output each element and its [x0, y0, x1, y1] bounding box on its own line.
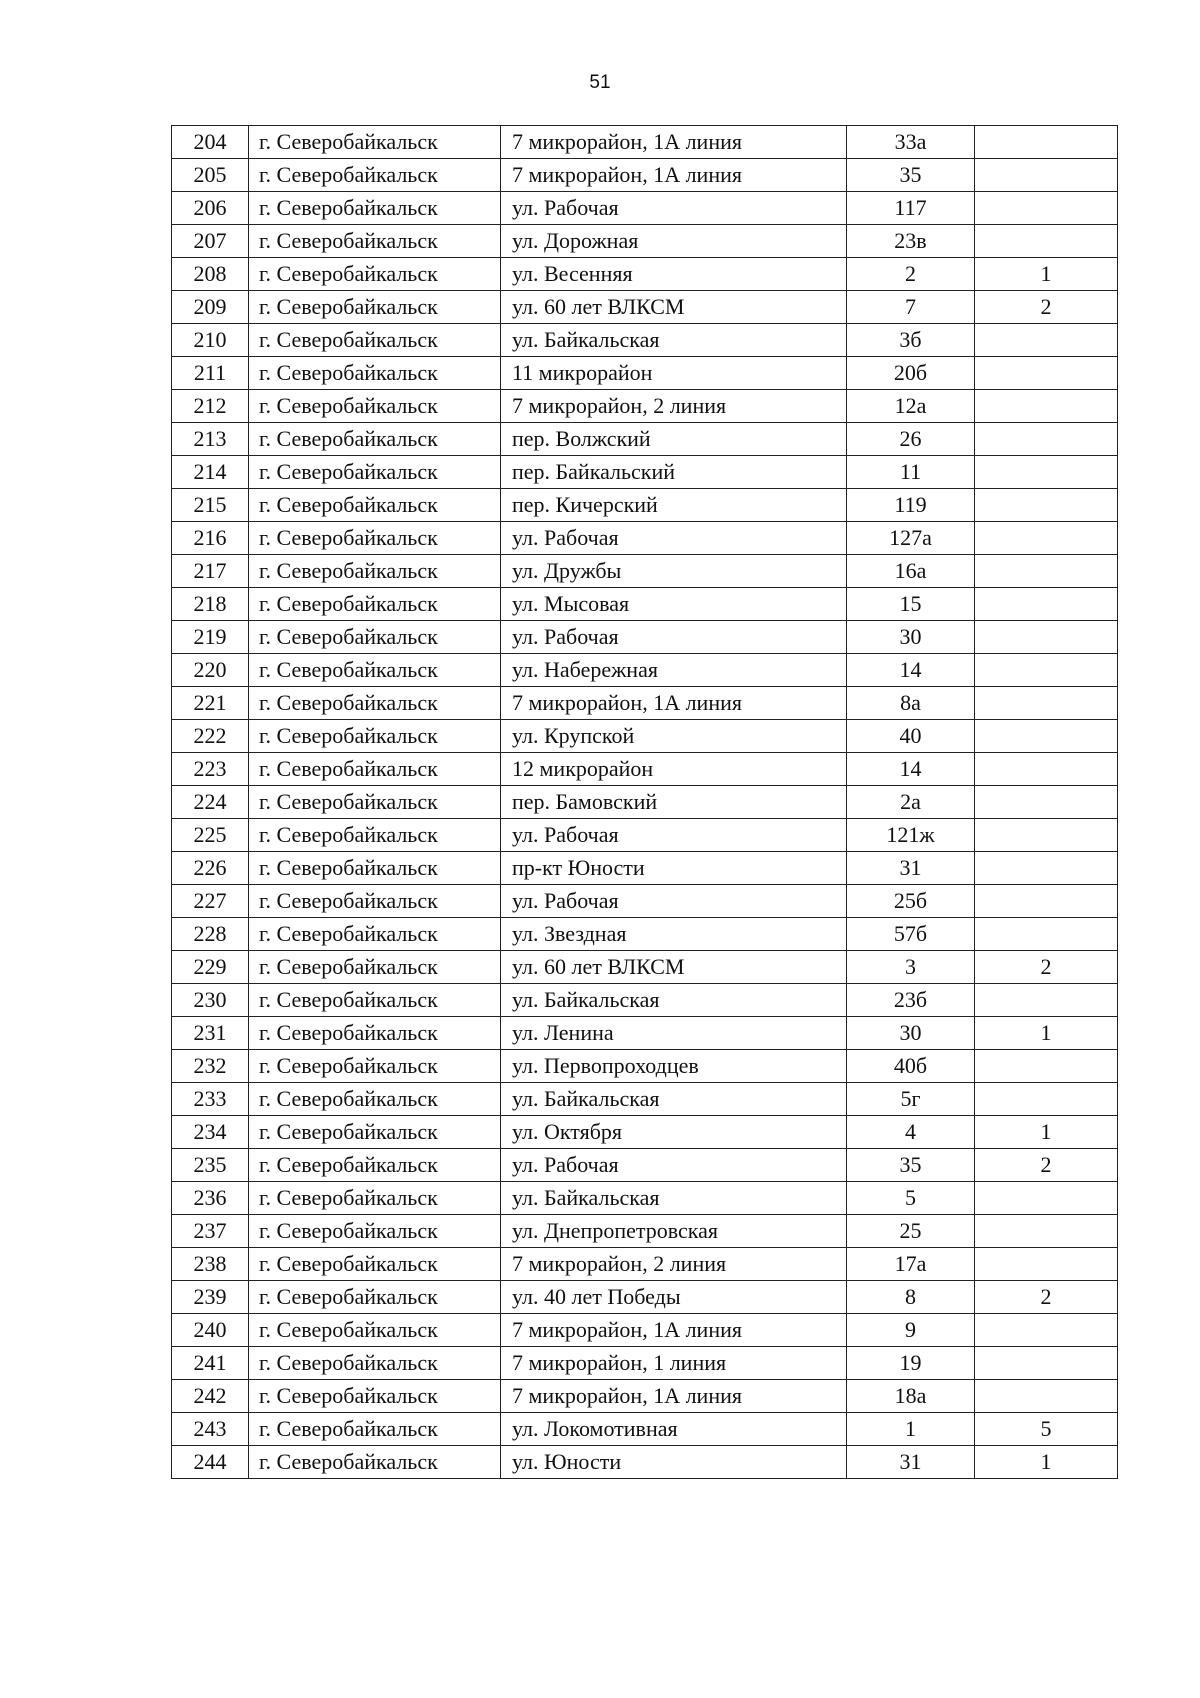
city-cell: г. Северобайкальск	[249, 1017, 501, 1050]
house-number-cell: 5г	[847, 1083, 975, 1116]
table-row	[172, 390, 1118, 423]
city-cell: г. Северобайкальск	[249, 1050, 501, 1083]
house-number-cell: 127а	[847, 522, 975, 555]
table-row	[172, 291, 1118, 324]
city-cell: г. Северобайкальск	[249, 1182, 501, 1215]
house-number-cell: 30	[847, 621, 975, 654]
house-number-cell: 3б	[847, 324, 975, 357]
row-number-cell: 214	[172, 456, 249, 489]
row-number-cell: 221	[172, 687, 249, 720]
table-row	[172, 1017, 1118, 1050]
house-number-cell: 26	[847, 423, 975, 456]
house-number-cell: 12а	[847, 390, 975, 423]
house-number-cell: 18а	[847, 1380, 975, 1413]
house-number-cell: 17а	[847, 1248, 975, 1281]
extra-value-cell	[975, 1182, 1118, 1215]
extra-value-cell	[975, 1347, 1118, 1380]
city-cell: г. Северобайкальск	[249, 390, 501, 423]
street-cell: 7 микрорайон, 1А линия	[501, 126, 847, 159]
extra-value-cell	[975, 687, 1118, 720]
street-cell: 7 микрорайон, 1А линия	[501, 159, 847, 192]
house-number-cell: 25	[847, 1215, 975, 1248]
house-number-cell: 8а	[847, 687, 975, 720]
table-row	[172, 1446, 1118, 1479]
house-number-cell: 5	[847, 1182, 975, 1215]
street-cell: ул. Рабочая	[501, 819, 847, 852]
row-number-cell: 233	[172, 1083, 249, 1116]
street-cell: 7 микрорайон, 1 линия	[501, 1347, 847, 1380]
extra-value-cell: 2	[975, 291, 1118, 324]
table-row	[172, 489, 1118, 522]
row-number-cell: 230	[172, 984, 249, 1017]
extra-value-cell	[975, 1050, 1118, 1083]
extra-value-cell	[975, 489, 1118, 522]
table-row	[172, 687, 1118, 720]
street-cell: ул. Днепропетровская	[501, 1215, 847, 1248]
city-cell: г. Северобайкальск	[249, 951, 501, 984]
table-row	[172, 1116, 1118, 1149]
row-number-cell: 205	[172, 159, 249, 192]
table-row	[172, 126, 1118, 159]
street-cell: ул. Набережная	[501, 654, 847, 687]
street-cell: ул. Первопроходцев	[501, 1050, 847, 1083]
street-cell: ул. 40 лет Победы	[501, 1281, 847, 1314]
street-cell: 12 микрорайон	[501, 753, 847, 786]
street-cell: ул. Юности	[501, 1446, 847, 1479]
street-cell: ул. Звездная	[501, 918, 847, 951]
table-row	[172, 159, 1118, 192]
table-row	[172, 621, 1118, 654]
house-number-cell: 4	[847, 1116, 975, 1149]
extra-value-cell	[975, 819, 1118, 852]
table-row	[172, 720, 1118, 753]
row-number-cell: 212	[172, 390, 249, 423]
city-cell: г. Северобайкальск	[249, 324, 501, 357]
city-cell: г. Северобайкальск	[249, 1215, 501, 1248]
house-number-cell: 23б	[847, 984, 975, 1017]
street-cell: ул. 60 лет ВЛКСМ	[501, 951, 847, 984]
street-cell: ул. Мысовая	[501, 588, 847, 621]
table-row	[172, 423, 1118, 456]
row-number-cell: 206	[172, 192, 249, 225]
street-cell: ул. Байкальская	[501, 324, 847, 357]
table-row	[172, 786, 1118, 819]
row-number-cell: 209	[172, 291, 249, 324]
table-row	[172, 357, 1118, 390]
extra-value-cell: 2	[975, 1149, 1118, 1182]
table-row	[172, 324, 1118, 357]
table-row	[172, 885, 1118, 918]
street-cell: 7 микрорайон, 2 линия	[501, 390, 847, 423]
city-cell: г. Северобайкальск	[249, 1083, 501, 1116]
street-cell: пер. Бамовский	[501, 786, 847, 819]
row-number-cell: 216	[172, 522, 249, 555]
extra-value-cell	[975, 357, 1118, 390]
row-number-cell: 224	[172, 786, 249, 819]
extra-value-cell	[975, 918, 1118, 951]
row-number-cell: 210	[172, 324, 249, 357]
table-row	[172, 192, 1118, 225]
city-cell: г. Северобайкальск	[249, 1149, 501, 1182]
street-cell: пер. Кичерский	[501, 489, 847, 522]
table-row	[172, 1215, 1118, 1248]
city-cell: г. Северобайкальск	[249, 291, 501, 324]
house-number-cell: 15	[847, 588, 975, 621]
extra-value-cell	[975, 720, 1118, 753]
house-number-cell: 23в	[847, 225, 975, 258]
extra-value-cell: 2	[975, 951, 1118, 984]
city-cell: г. Северобайкальск	[249, 522, 501, 555]
house-number-cell: 30	[847, 1017, 975, 1050]
city-cell: г. Северобайкальск	[249, 1446, 501, 1479]
extra-value-cell	[975, 522, 1118, 555]
row-number-cell: 242	[172, 1380, 249, 1413]
extra-value-cell	[975, 1380, 1118, 1413]
city-cell: г. Северобайкальск	[249, 852, 501, 885]
table-row	[172, 753, 1118, 786]
city-cell: г. Северобайкальск	[249, 225, 501, 258]
house-number-cell: 8	[847, 1281, 975, 1314]
table-row	[172, 1182, 1118, 1215]
row-number-cell: 217	[172, 555, 249, 588]
row-number-cell: 208	[172, 258, 249, 291]
row-number-cell: 241	[172, 1347, 249, 1380]
city-cell: г. Северобайкальск	[249, 885, 501, 918]
city-cell: г. Северобайкальск	[249, 159, 501, 192]
city-cell: г. Северобайкальск	[249, 423, 501, 456]
house-number-cell: 16а	[847, 555, 975, 588]
city-cell: г. Северобайкальск	[249, 126, 501, 159]
city-cell: г. Северобайкальск	[249, 720, 501, 753]
street-cell: ул. Рабочая	[501, 621, 847, 654]
table-row	[172, 522, 1118, 555]
street-cell: ул. Байкальская	[501, 1182, 847, 1215]
row-number-cell: 238	[172, 1248, 249, 1281]
row-number-cell: 234	[172, 1116, 249, 1149]
table-row	[172, 1281, 1118, 1314]
row-number-cell: 240	[172, 1314, 249, 1347]
street-cell: ул. Локомотивная	[501, 1413, 847, 1446]
street-cell: 11 микрорайон	[501, 357, 847, 390]
row-number-cell: 225	[172, 819, 249, 852]
row-number-cell: 227	[172, 885, 249, 918]
city-cell: г. Северобайкальск	[249, 489, 501, 522]
extra-value-cell: 1	[975, 1446, 1118, 1479]
address-table	[171, 125, 1118, 1479]
city-cell: г. Северобайкальск	[249, 258, 501, 291]
row-number-cell: 232	[172, 1050, 249, 1083]
row-number-cell: 204	[172, 126, 249, 159]
row-number-cell: 235	[172, 1149, 249, 1182]
street-cell: пер. Волжский	[501, 423, 847, 456]
extra-value-cell	[975, 324, 1118, 357]
row-number-cell: 215	[172, 489, 249, 522]
table-row	[172, 1050, 1118, 1083]
row-number-cell: 229	[172, 951, 249, 984]
city-cell: г. Северобайкальск	[249, 1314, 501, 1347]
city-cell: г. Северобайкальск	[249, 1116, 501, 1149]
street-cell: ул. Байкальская	[501, 1083, 847, 1116]
street-cell: 7 микрорайон, 2 линия	[501, 1248, 847, 1281]
extra-value-cell	[975, 225, 1118, 258]
extra-value-cell	[975, 852, 1118, 885]
extra-value-cell	[975, 192, 1118, 225]
house-number-cell: 2	[847, 258, 975, 291]
house-number-cell: 121ж	[847, 819, 975, 852]
street-cell: ул. Ленина	[501, 1017, 847, 1050]
city-cell: г. Северобайкальск	[249, 555, 501, 588]
city-cell: г. Северобайкальск	[249, 1281, 501, 1314]
house-number-cell: 2а	[847, 786, 975, 819]
extra-value-cell	[975, 456, 1118, 489]
street-cell: ул. Рабочая	[501, 1149, 847, 1182]
house-number-cell: 33а	[847, 126, 975, 159]
table-row	[172, 1149, 1118, 1182]
house-number-cell: 35	[847, 1149, 975, 1182]
house-number-cell: 11	[847, 456, 975, 489]
city-cell: г. Северобайкальск	[249, 918, 501, 951]
street-cell: ул. Рабочая	[501, 885, 847, 918]
house-number-cell: 31	[847, 1446, 975, 1479]
house-number-cell: 14	[847, 753, 975, 786]
house-number-cell: 19	[847, 1347, 975, 1380]
street-cell: ул. Рабочая	[501, 522, 847, 555]
table-row	[172, 852, 1118, 885]
house-number-cell: 40	[847, 720, 975, 753]
extra-value-cell	[975, 126, 1118, 159]
extra-value-cell: 2	[975, 1281, 1118, 1314]
address-table-body	[172, 126, 1118, 1479]
table-row	[172, 555, 1118, 588]
table-row	[172, 1314, 1118, 1347]
table-row	[172, 1248, 1118, 1281]
house-number-cell: 40б	[847, 1050, 975, 1083]
street-cell: 7 микрорайон, 1А линия	[501, 1314, 847, 1347]
table-row	[172, 1347, 1118, 1380]
row-number-cell: 244	[172, 1446, 249, 1479]
table-row	[172, 225, 1118, 258]
row-number-cell: 237	[172, 1215, 249, 1248]
house-number-cell: 7	[847, 291, 975, 324]
house-number-cell: 57б	[847, 918, 975, 951]
city-cell: г. Северобайкальск	[249, 588, 501, 621]
table-row	[172, 918, 1118, 951]
table-row	[172, 1083, 1118, 1116]
extra-value-cell	[975, 1248, 1118, 1281]
extra-value-cell: 1	[975, 258, 1118, 291]
row-number-cell: 222	[172, 720, 249, 753]
city-cell: г. Северобайкальск	[249, 621, 501, 654]
extra-value-cell	[975, 588, 1118, 621]
street-cell: ул. Весенняя	[501, 258, 847, 291]
house-number-cell: 25б	[847, 885, 975, 918]
extra-value-cell	[975, 159, 1118, 192]
extra-value-cell	[975, 1215, 1118, 1248]
row-number-cell: 219	[172, 621, 249, 654]
extra-value-cell	[975, 753, 1118, 786]
row-number-cell: 207	[172, 225, 249, 258]
city-cell: г. Северобайкальск	[249, 357, 501, 390]
city-cell: г. Северобайкальск	[249, 786, 501, 819]
row-number-cell: 220	[172, 654, 249, 687]
extra-value-cell	[975, 885, 1118, 918]
table-row	[172, 1413, 1118, 1446]
extra-value-cell	[975, 555, 1118, 588]
street-cell: пер. Байкальский	[501, 456, 847, 489]
city-cell: г. Северобайкальск	[249, 1347, 501, 1380]
extra-value-cell: 1	[975, 1017, 1118, 1050]
table-row	[172, 951, 1118, 984]
street-cell: 7 микрорайон, 1А линия	[501, 1380, 847, 1413]
city-cell: г. Северобайкальск	[249, 654, 501, 687]
city-cell: г. Северобайкальск	[249, 1380, 501, 1413]
house-number-cell: 14	[847, 654, 975, 687]
extra-value-cell	[975, 390, 1118, 423]
table-row	[172, 258, 1118, 291]
row-number-cell: 211	[172, 357, 249, 390]
extra-value-cell	[975, 1314, 1118, 1347]
table-row	[172, 1380, 1118, 1413]
city-cell: г. Северобайкальск	[249, 984, 501, 1017]
city-cell: г. Северобайкальск	[249, 1248, 501, 1281]
city-cell: г. Северобайкальск	[249, 456, 501, 489]
extra-value-cell	[975, 621, 1118, 654]
extra-value-cell: 1	[975, 1116, 1118, 1149]
street-cell: ул. Байкальская	[501, 984, 847, 1017]
row-number-cell: 228	[172, 918, 249, 951]
row-number-cell: 236	[172, 1182, 249, 1215]
city-cell: г. Северобайкальск	[249, 1413, 501, 1446]
house-number-cell: 117	[847, 192, 975, 225]
city-cell: г. Северобайкальск	[249, 687, 501, 720]
street-cell: ул. Крупской	[501, 720, 847, 753]
city-cell: г. Северобайкальск	[249, 753, 501, 786]
row-number-cell: 243	[172, 1413, 249, 1446]
extra-value-cell	[975, 654, 1118, 687]
house-number-cell: 3	[847, 951, 975, 984]
street-cell: 7 микрорайон, 1А линия	[501, 687, 847, 720]
street-cell: ул. 60 лет ВЛКСМ	[501, 291, 847, 324]
extra-value-cell: 5	[975, 1413, 1118, 1446]
table-row	[172, 456, 1118, 489]
street-cell: ул. Октября	[501, 1116, 847, 1149]
city-cell: г. Северобайкальск	[249, 819, 501, 852]
table-row	[172, 654, 1118, 687]
row-number-cell: 223	[172, 753, 249, 786]
house-number-cell: 1	[847, 1413, 975, 1446]
house-number-cell: 35	[847, 159, 975, 192]
row-number-cell: 239	[172, 1281, 249, 1314]
house-number-cell: 20б	[847, 357, 975, 390]
row-number-cell: 231	[172, 1017, 249, 1050]
row-number-cell: 226	[172, 852, 249, 885]
house-number-cell: 31	[847, 852, 975, 885]
street-cell: ул. Рабочая	[501, 192, 847, 225]
house-number-cell: 119	[847, 489, 975, 522]
street-cell: ул. Дорожная	[501, 225, 847, 258]
house-number-cell: 9	[847, 1314, 975, 1347]
table-row	[172, 588, 1118, 621]
table-row	[172, 984, 1118, 1017]
street-cell: ул. Дружбы	[501, 555, 847, 588]
table-row	[172, 819, 1118, 852]
street-cell: пр-кт Юности	[501, 852, 847, 885]
extra-value-cell	[975, 984, 1118, 1017]
extra-value-cell	[975, 786, 1118, 819]
row-number-cell: 213	[172, 423, 249, 456]
extra-value-cell	[975, 1083, 1118, 1116]
extra-value-cell	[975, 423, 1118, 456]
city-cell: г. Северобайкальск	[249, 192, 501, 225]
page-number: 51	[589, 72, 611, 93]
row-number-cell: 218	[172, 588, 249, 621]
